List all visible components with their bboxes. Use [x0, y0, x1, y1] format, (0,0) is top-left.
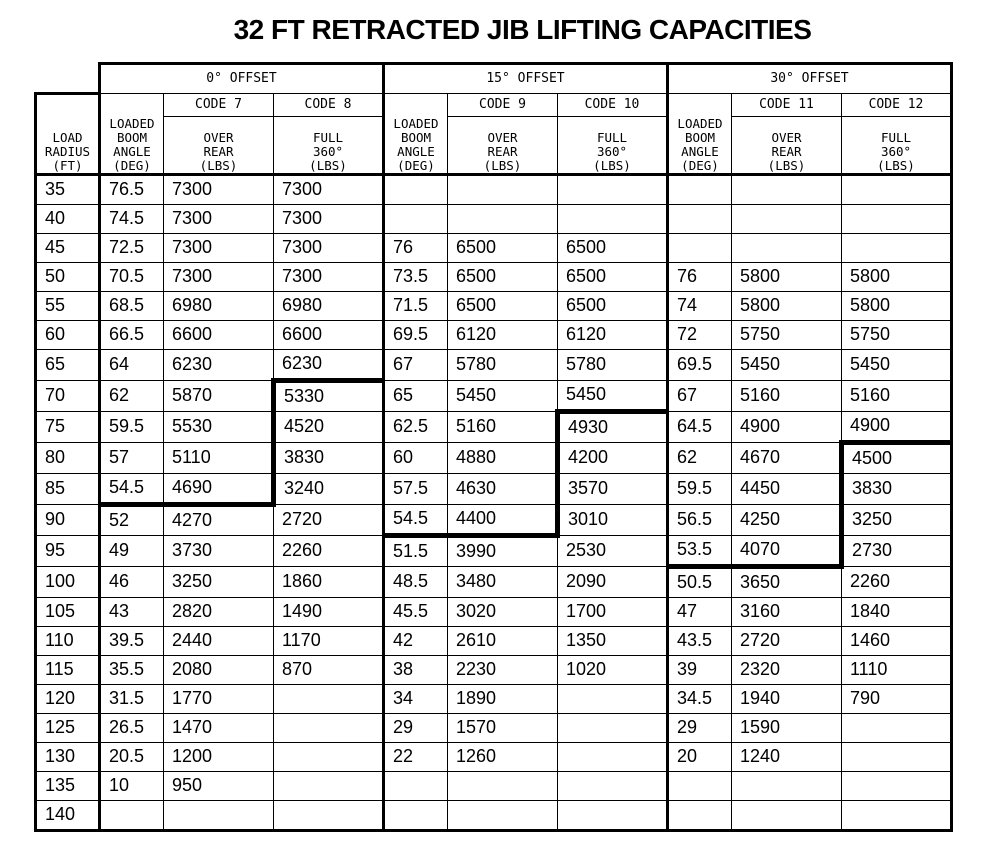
full-360-cell: 1840	[842, 597, 952, 626]
over-rear-cell: 1570	[448, 713, 558, 742]
full-360-cell: 7300	[274, 204, 384, 233]
boom-angle-cell: 35.5	[100, 655, 164, 684]
over-rear-cell: 3480	[448, 566, 558, 597]
over-rear-cell: 6230	[164, 349, 274, 380]
code-header: CODE 9	[448, 93, 558, 116]
load-radius-cell: 60	[36, 320, 100, 349]
table-row	[36, 262, 952, 291]
boom-angle-cell: 53.5	[668, 535, 732, 566]
offset-header: 15° OFFSET	[384, 64, 668, 94]
boom-angle-cell: 39	[668, 655, 732, 684]
over-rear-cell: 1200	[164, 742, 274, 771]
over-rear-cell: 5450	[448, 380, 558, 411]
boom-angle-header: LOADED BOOM ANGLE (DEG)	[384, 93, 448, 174]
over-rear-cell	[732, 800, 842, 830]
load-radius-cell: 135	[36, 771, 100, 800]
boom-angle-cell: 29	[384, 713, 448, 742]
full-360-cell: 2730	[842, 535, 952, 566]
load-radius-cell: 95	[36, 535, 100, 566]
full-360-cell	[842, 713, 952, 742]
over-rear-cell: 7300	[164, 233, 274, 262]
over-rear-cell: 6500	[448, 262, 558, 291]
load-radius-cell: 115	[36, 655, 100, 684]
table-row	[36, 800, 952, 830]
full-360-cell	[274, 684, 384, 713]
boom-angle-cell: 29	[668, 713, 732, 742]
full-360-cell: 6500	[558, 262, 668, 291]
table-row	[36, 204, 952, 233]
table-row	[36, 473, 952, 504]
boom-angle-cell: 68.5	[100, 291, 164, 320]
boom-angle-cell	[668, 800, 732, 830]
table-row	[36, 442, 952, 473]
boom-angle-cell: 74	[668, 291, 732, 320]
boom-angle-cell: 54.5	[100, 473, 164, 504]
full-360-cell: 3830	[842, 473, 952, 504]
over-rear-cell: 1890	[448, 684, 558, 713]
over-rear-cell: 4880	[448, 442, 558, 473]
over-rear-cell: 1470	[164, 713, 274, 742]
full-360-cell: 5330	[274, 380, 384, 411]
over-rear-cell: 4270	[164, 504, 274, 535]
boom-angle-cell: 62	[668, 442, 732, 473]
boom-angle-cell: 43	[100, 597, 164, 626]
boom-angle-cell: 20	[668, 742, 732, 771]
boom-angle-cell: 69.5	[668, 349, 732, 380]
over-rear-cell: 4070	[732, 535, 842, 566]
over-rear-cell: 2820	[164, 597, 274, 626]
full-360-cell: 6600	[274, 320, 384, 349]
boom-angle-cell: 38	[384, 655, 448, 684]
chart-title: 32 FT RETRACTED JIB LIFTING CAPACITIES	[233, 14, 812, 45]
code-header: CODE 7	[164, 93, 274, 116]
table-row	[36, 411, 952, 442]
code-header: CODE 8	[274, 93, 384, 116]
full-360-cell: 3250	[842, 504, 952, 535]
offset-header: 0° OFFSET	[100, 64, 384, 94]
load-radius-cell: 110	[36, 626, 100, 655]
table-row	[36, 174, 952, 204]
boom-angle-cell: 72	[668, 320, 732, 349]
table-row	[36, 626, 952, 655]
boom-angle-cell	[668, 204, 732, 233]
over-rear-cell: 5870	[164, 380, 274, 411]
full-360-cell: 7300	[274, 233, 384, 262]
over-rear-cell: 1940	[732, 684, 842, 713]
boom-angle-cell: 72.5	[100, 233, 164, 262]
over-rear-cell: 5160	[448, 411, 558, 442]
full-360-cell: 6120	[558, 320, 668, 349]
full-360-cell: 3010	[558, 504, 668, 535]
over-rear-cell: 6980	[164, 291, 274, 320]
full-360-cell	[842, 174, 952, 204]
full-360-cell: 4900	[842, 411, 952, 442]
over-rear-cell: 2720	[732, 626, 842, 655]
boom-angle-cell	[668, 771, 732, 800]
boom-angle-cell: 65	[384, 380, 448, 411]
full-360-cell: 5160	[842, 380, 952, 411]
full-360-cell	[274, 713, 384, 742]
over-rear-cell: 1590	[732, 713, 842, 742]
table-row	[36, 655, 952, 684]
boom-angle-cell: 43.5	[668, 626, 732, 655]
boom-angle-cell: 49	[100, 535, 164, 566]
full-360-cell: 6980	[274, 291, 384, 320]
code-header: CODE 11	[732, 93, 842, 116]
full-360-cell: 7300	[274, 174, 384, 204]
boom-angle-cell: 52	[100, 504, 164, 535]
over-rear-cell: 950	[164, 771, 274, 800]
full-360-cell	[842, 233, 952, 262]
load-radius-cell: 130	[36, 742, 100, 771]
full-360-cell	[842, 800, 952, 830]
boom-angle-cell: 76	[668, 262, 732, 291]
over-rear-cell: 3160	[732, 597, 842, 626]
over-rear-cell: 4450	[732, 473, 842, 504]
table-row	[36, 566, 952, 597]
load-radius-cell: 100	[36, 566, 100, 597]
full-360-cell: 1490	[274, 597, 384, 626]
over-rear-cell: 6600	[164, 320, 274, 349]
boom-angle-cell: 34.5	[668, 684, 732, 713]
full-360-cell: 1860	[274, 566, 384, 597]
over-rear-cell	[448, 771, 558, 800]
over-rear-cell: 2610	[448, 626, 558, 655]
full-360-cell: 5750	[842, 320, 952, 349]
boom-angle-cell: 73.5	[384, 262, 448, 291]
load-radius-cell: 35	[36, 174, 100, 204]
full-360-cell: 5780	[558, 349, 668, 380]
over-rear-cell: 4670	[732, 442, 842, 473]
full-360-cell: 7300	[274, 262, 384, 291]
full-360-cell	[274, 742, 384, 771]
table-row	[36, 535, 952, 566]
over-rear-cell: 6500	[448, 291, 558, 320]
boom-angle-cell: 48.5	[384, 566, 448, 597]
boom-angle-cell: 71.5	[384, 291, 448, 320]
load-radius-cell: 55	[36, 291, 100, 320]
full-360-cell: 4500	[842, 442, 952, 473]
boom-angle-cell: 64	[100, 349, 164, 380]
boom-angle-cell: 67	[668, 380, 732, 411]
full-360-cell: 3240	[274, 473, 384, 504]
table-row	[36, 233, 952, 262]
load-radius-cell: 80	[36, 442, 100, 473]
full-360-header: FULL 360° (LBS)	[274, 116, 384, 174]
boom-angle-cell: 47	[668, 597, 732, 626]
over-rear-cell	[448, 800, 558, 830]
full-360-cell	[558, 684, 668, 713]
full-360-cell: 5450	[842, 349, 952, 380]
full-360-cell	[274, 800, 384, 830]
load-radius-cell: 105	[36, 597, 100, 626]
boom-angle-cell: 66.5	[100, 320, 164, 349]
table-row	[36, 771, 952, 800]
over-rear-cell: 1260	[448, 742, 558, 771]
full-360-cell: 4520	[274, 411, 384, 442]
table-row	[36, 320, 952, 349]
over-rear-cell	[732, 233, 842, 262]
over-rear-cell: 4690	[164, 473, 274, 504]
over-rear-cell	[448, 174, 558, 204]
over-rear-header: OVER REAR (LBS)	[732, 116, 842, 174]
over-rear-cell	[732, 204, 842, 233]
full-360-cell: 2260	[842, 566, 952, 597]
code-header: CODE 10	[558, 93, 668, 116]
boom-angle-cell: 76.5	[100, 174, 164, 204]
full-360-cell: 1460	[842, 626, 952, 655]
full-360-cell: 1020	[558, 655, 668, 684]
boom-angle-cell: 59.5	[668, 473, 732, 504]
boom-angle-cell: 20.5	[100, 742, 164, 771]
load-radius-cell: 140	[36, 800, 100, 830]
boom-angle-cell: 59.5	[100, 411, 164, 442]
full-360-cell	[558, 800, 668, 830]
boom-angle-cell	[668, 174, 732, 204]
over-rear-cell	[448, 204, 558, 233]
boom-angle-cell	[384, 771, 448, 800]
full-360-cell	[558, 204, 668, 233]
over-rear-cell: 5750	[732, 320, 842, 349]
full-360-cell: 3570	[558, 473, 668, 504]
full-360-cell: 1170	[274, 626, 384, 655]
over-rear-cell: 3730	[164, 535, 274, 566]
over-rear-cell: 5800	[732, 291, 842, 320]
table-row	[36, 597, 952, 626]
full-360-cell: 5800	[842, 262, 952, 291]
over-rear-cell	[732, 771, 842, 800]
load-radius-cell: 120	[36, 684, 100, 713]
boom-angle-header: LOADED BOOM ANGLE (DEG)	[100, 93, 164, 174]
over-rear-cell: 7300	[164, 204, 274, 233]
full-360-cell: 1350	[558, 626, 668, 655]
boom-angle-cell: 10	[100, 771, 164, 800]
table-row	[36, 742, 952, 771]
over-rear-cell: 5450	[732, 349, 842, 380]
table-row	[36, 349, 952, 380]
full-360-cell: 6230	[274, 349, 384, 380]
full-360-cell: 2260	[274, 535, 384, 566]
load-radius-cell: 75	[36, 411, 100, 442]
over-rear-cell: 3990	[448, 535, 558, 566]
boom-angle-cell	[384, 800, 448, 830]
over-rear-cell: 7300	[164, 174, 274, 204]
over-rear-cell: 4630	[448, 473, 558, 504]
over-rear-header: OVER REAR (LBS)	[164, 116, 274, 174]
boom-angle-cell: 57.5	[384, 473, 448, 504]
code-header: CODE 12	[842, 93, 952, 116]
full-360-cell: 4930	[558, 411, 668, 442]
over-rear-cell: 3650	[732, 566, 842, 597]
over-rear-cell: 5530	[164, 411, 274, 442]
boom-angle-cell: 50.5	[668, 566, 732, 597]
full-360-cell: 6500	[558, 291, 668, 320]
over-rear-cell: 6500	[448, 233, 558, 262]
load-radius-cell: 125	[36, 713, 100, 742]
over-rear-cell: 7300	[164, 262, 274, 291]
corner-blank	[36, 64, 100, 94]
over-rear-cell: 3020	[448, 597, 558, 626]
over-rear-cell	[164, 800, 274, 830]
over-rear-cell: 5800	[732, 262, 842, 291]
lifting-capacity-table	[34, 62, 953, 832]
boom-angle-cell: 69.5	[384, 320, 448, 349]
boom-angle-cell: 46	[100, 566, 164, 597]
boom-angle-cell: 45.5	[384, 597, 448, 626]
boom-angle-cell: 67	[384, 349, 448, 380]
boom-angle-cell: 42	[384, 626, 448, 655]
load-radius-cell: 50	[36, 262, 100, 291]
full-360-cell	[558, 174, 668, 204]
load-radius-cell: 90	[36, 504, 100, 535]
full-360-cell: 790	[842, 684, 952, 713]
over-rear-cell: 1770	[164, 684, 274, 713]
boom-angle-cell: 51.5	[384, 535, 448, 566]
boom-angle-cell	[100, 800, 164, 830]
boom-angle-cell: 31.5	[100, 684, 164, 713]
boom-angle-cell: 70.5	[100, 262, 164, 291]
boom-angle-cell: 62.5	[384, 411, 448, 442]
full-360-cell	[842, 771, 952, 800]
over-rear-cell: 5110	[164, 442, 274, 473]
table-row	[36, 380, 952, 411]
full-360-cell: 870	[274, 655, 384, 684]
code-header-row	[36, 93, 952, 116]
table-row	[36, 684, 952, 713]
full-360-cell: 2720	[274, 504, 384, 535]
over-rear-cell	[732, 174, 842, 204]
boom-angle-cell: 60	[384, 442, 448, 473]
load-radius-cell: 40	[36, 204, 100, 233]
boom-angle-cell: 39.5	[100, 626, 164, 655]
full-360-cell	[558, 713, 668, 742]
over-rear-cell: 6120	[448, 320, 558, 349]
unit-header-row	[36, 116, 952, 174]
over-rear-cell: 5160	[732, 380, 842, 411]
over-rear-cell: 2230	[448, 655, 558, 684]
over-rear-cell: 5780	[448, 349, 558, 380]
boom-angle-cell	[668, 233, 732, 262]
boom-angle-cell: 62	[100, 380, 164, 411]
table-row	[36, 504, 952, 535]
load-radius-cell: 85	[36, 473, 100, 504]
boom-angle-cell: 74.5	[100, 204, 164, 233]
boom-angle-cell	[384, 204, 448, 233]
boom-angle-header: LOADED BOOM ANGLE (DEG)	[668, 93, 732, 174]
over-rear-cell: 2080	[164, 655, 274, 684]
full-360-cell: 1700	[558, 597, 668, 626]
full-360-cell: 1110	[842, 655, 952, 684]
full-360-cell: 5800	[842, 291, 952, 320]
over-rear-cell: 2440	[164, 626, 274, 655]
boom-angle-cell: 64.5	[668, 411, 732, 442]
boom-angle-cell: 26.5	[100, 713, 164, 742]
over-rear-cell: 4400	[448, 504, 558, 535]
full-360-cell: 2090	[558, 566, 668, 597]
full-360-cell: 6500	[558, 233, 668, 262]
full-360-header: FULL 360° (LBS)	[842, 116, 952, 174]
boom-angle-cell: 34	[384, 684, 448, 713]
load-radius-cell: 45	[36, 233, 100, 262]
over-rear-cell: 2320	[732, 655, 842, 684]
load-radius-cell: 65	[36, 349, 100, 380]
full-360-cell	[842, 742, 952, 771]
over-rear-cell: 3250	[164, 566, 274, 597]
boom-angle-cell: 57	[100, 442, 164, 473]
offset-header: 30° OFFSET	[668, 64, 952, 94]
over-rear-header: OVER REAR (LBS)	[448, 116, 558, 174]
table-row	[36, 291, 952, 320]
full-360-cell	[558, 742, 668, 771]
full-360-cell	[842, 204, 952, 233]
table-row	[36, 713, 952, 742]
over-rear-cell: 4250	[732, 504, 842, 535]
boom-angle-cell: 56.5	[668, 504, 732, 535]
full-360-cell: 3830	[274, 442, 384, 473]
load-radius-cell: 70	[36, 380, 100, 411]
over-rear-cell: 1240	[732, 742, 842, 771]
offset-header-row	[36, 64, 952, 94]
full-360-cell: 5450	[558, 380, 668, 411]
boom-angle-cell: 76	[384, 233, 448, 262]
boom-angle-cell: 54.5	[384, 504, 448, 535]
load-radius-header: LOAD RADIUS (FT)	[36, 93, 100, 174]
boom-angle-cell: 22	[384, 742, 448, 771]
over-rear-cell: 4900	[732, 411, 842, 442]
full-360-cell	[274, 771, 384, 800]
full-360-cell: 2530	[558, 535, 668, 566]
full-360-cell: 4200	[558, 442, 668, 473]
boom-angle-cell	[384, 174, 448, 204]
full-360-header: FULL 360° (LBS)	[558, 116, 668, 174]
full-360-cell	[558, 771, 668, 800]
